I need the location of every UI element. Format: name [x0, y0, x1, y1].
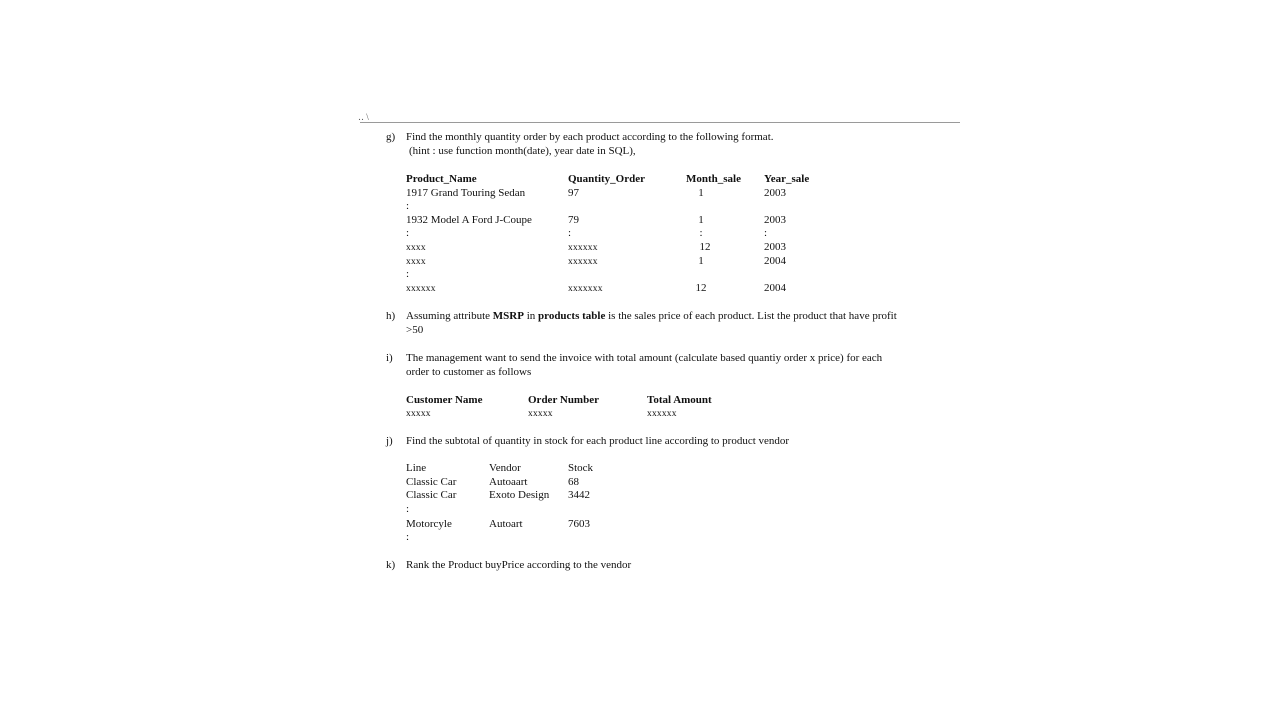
table-cell: 2003 — [764, 214, 786, 226]
table-cell: Classic Car — [406, 476, 457, 488]
table-cell: xxxxxx — [568, 257, 598, 267]
table-cell: xxxxxx — [406, 284, 436, 294]
table-cell: 1 — [698, 214, 704, 226]
table-cell: : — [764, 227, 768, 239]
table-cell: Autoart — [489, 518, 523, 530]
col-header-vendor: Vendor — [489, 462, 521, 474]
question-i-marker: i) — [386, 352, 393, 364]
col-header-customer-name: Customer Name — [406, 394, 483, 406]
col-header-month-sale: Month_sale — [686, 173, 741, 185]
table-cell: : — [699, 227, 703, 239]
col-header-total-amount: Total Amount — [647, 394, 712, 406]
table-cell: xxxxx — [528, 409, 553, 419]
table-cell: : — [406, 268, 410, 280]
table-cell: 3442 — [568, 489, 590, 501]
col-header-year-sale: Year_sale — [764, 173, 810, 185]
table-cell: xxxxx — [406, 409, 431, 419]
table-cell: 2004 — [764, 255, 786, 267]
table-cell: Classic Car — [406, 489, 457, 501]
table-cell: xxxxxxx — [568, 284, 603, 294]
table-cell: Autoaart — [489, 476, 528, 488]
table-cell: 68 — [568, 476, 579, 488]
question-j-text: Find the subtotal of quantity in stock for each product line according to product vendor — [406, 435, 790, 447]
table-cell: 12 — [695, 282, 707, 294]
table-cell: 2003 — [764, 187, 786, 199]
table-cell: : — [406, 200, 410, 212]
table-cell: Exoto Design — [489, 489, 550, 501]
table-cell: 12 — [699, 241, 711, 253]
col-header-quantity-order: Quantity_Order — [568, 173, 645, 185]
table-cell: 97 — [568, 187, 579, 199]
question-h-text-part: is the sales price of each product. List the product that have profit — [605, 310, 897, 322]
table-cell: xxxxxx — [647, 409, 677, 419]
table-cell: 1 — [698, 255, 704, 267]
table-cell: xxxxxx — [568, 243, 598, 253]
products-table-emphasis: products table — [538, 310, 606, 322]
col-header-product-name: Product_Name — [406, 173, 477, 185]
table-cell: : — [406, 531, 410, 543]
msrp-emphasis: MSRP — [492, 310, 524, 322]
table-cell: : — [406, 227, 410, 239]
table-cell: 7603 — [568, 518, 590, 530]
question-g-hint: (hint : use function month(date), year date in SQL), — [409, 145, 636, 157]
table-cell: 1917 Grand Touring Sedan — [406, 187, 526, 199]
col-header-stock: Stock — [568, 462, 594, 474]
question-h-text-line2: >50 — [406, 324, 424, 336]
col-header-line: Line — [406, 462, 427, 474]
question-i-text: The management want to send the invoice with total amount (calculate based quantiy order x price) for each — [406, 352, 883, 364]
table-cell: xxxx — [406, 243, 426, 253]
table-cell: xxxx — [406, 257, 426, 267]
question-i-text-line2: order to customer as follows — [406, 366, 532, 378]
question-k-text: Rank the Product buyPrice according to the vendor — [406, 559, 632, 571]
question-g-marker: g) — [386, 131, 396, 143]
question-g-text: Find the monthly quantity order by each product according to the following format. — [406, 131, 774, 143]
question-h-text-part: in — [523, 310, 539, 322]
question-h-text — [406, 310, 897, 323]
table-cell: 1932 Model A Ford J-Coupe — [406, 214, 532, 226]
table-cell: : — [568, 227, 572, 239]
table-cell: Motorcyle — [406, 518, 452, 530]
table-cell: : — [406, 503, 410, 515]
question-h-marker: h) — [386, 310, 396, 322]
table-cell: 79 — [568, 214, 579, 226]
table-cell: 2004 — [764, 282, 786, 294]
table-cell: 2003 — [764, 241, 786, 253]
question-k-marker: k) — [386, 559, 396, 571]
header-rule — [360, 122, 960, 123]
question-h-text-part: Assuming attribute — [406, 310, 493, 322]
header-mark: ‥ \ — [358, 112, 369, 122]
question-j-marker: j) — [386, 435, 393, 447]
col-header-order-number: Order Number — [528, 394, 599, 406]
table-cell: 1 — [698, 187, 704, 199]
